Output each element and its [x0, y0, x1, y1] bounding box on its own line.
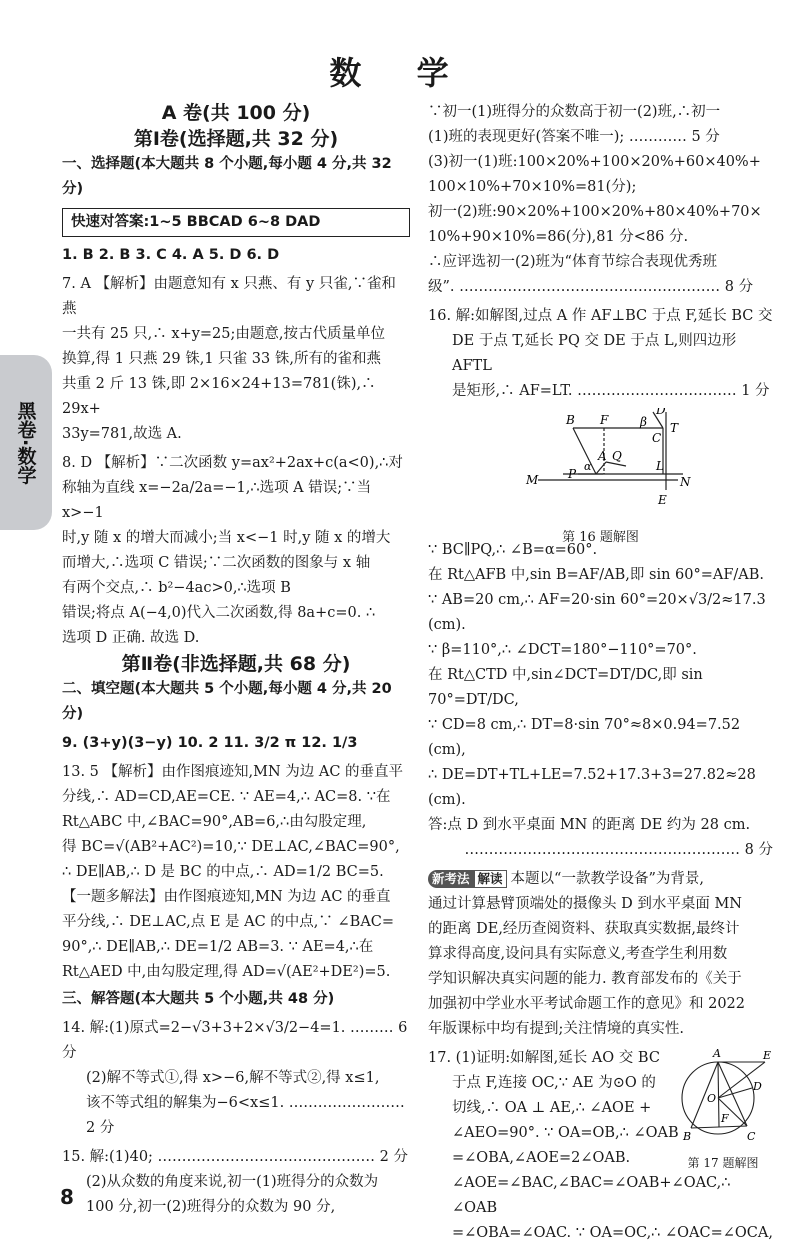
figure-16-diagram [428, 408, 773, 516]
q15-line: 初一(2)班:90×20%+100×20%+80×40%+70× [428, 204, 762, 220]
fig17-label-E: E [763, 1049, 772, 1062]
q8-line: 错误;将点 A(−4,0)代入二次函数,得 8a+c=0. ∴ [62, 605, 376, 621]
page-title: 数 学 [329, 54, 471, 92]
q15-line: 100×10%+70×10%=81(分); [428, 179, 637, 195]
answers-9-12: 9. (3+y)(3−y) 10. 2 11. 3/2 π 12. 1/3 [62, 735, 358, 751]
q13-line: 13. 5 【解析】由作图痕迹知,MN 为边 AC 的垂直平 [62, 764, 404, 780]
figure-17-diagram [673, 1046, 773, 1146]
analysis-line: 本题以“一款教学设备”为背景, [510, 871, 704, 887]
q8-line: 8. D 【解析】∵二次函数 y=ax²+2ax+c(a<0),∴对 [62, 455, 403, 471]
q15-line: 级”. ……………………………………………… 8 分 [428, 279, 754, 295]
analysis-line: 年版课标中均有提到;关注情境的真实性. [428, 1021, 684, 1037]
fig17-label-C: C [747, 1130, 756, 1143]
analysis-block [428, 867, 773, 1042]
q15-continued [428, 100, 773, 300]
q17-line: ∠AEO=90°. ∵ OA=OB,∴ ∠OAB [452, 1125, 679, 1141]
side-tab [0, 355, 52, 530]
q13-line: ∴ DE∥AB,∴ D 是 BC 的中点,∴ AD=1/2 BC=5. [62, 864, 384, 880]
q16-line: ………………………………………………… 8 分 [464, 842, 773, 858]
analysis-line: 的距离 DE,经历查阅资料、获取真实数据,最终计 [428, 921, 740, 937]
q8-line: 而增大,∴选项 C 错误;∵二次函数的图象与 x 轴 [62, 555, 371, 571]
q15-line: 15. 解:(1)40; ……………………………………… 2 分 [62, 1149, 408, 1165]
q16-line: DE 于点 T,延长 PQ 交 DE 于点 L,则四边形 AFTL [452, 333, 737, 374]
fig17-label-A: A [713, 1047, 721, 1060]
part1-heading: 第Ⅰ卷(选择题,共 32 分) [133, 128, 339, 150]
side-tab-label: 黑卷·数学 [14, 400, 37, 485]
fig16-label-beta: β [640, 415, 647, 429]
q8-block [62, 451, 410, 651]
q16-line: 16. 解:如解图,过点 A 作 AF⊥BC 于点 F,延长 BC 交 [428, 308, 773, 324]
fig16-label-L: L [656, 459, 664, 473]
q8-line: 有两个交点,∴ b²−4ac>0,∴选项 B [62, 580, 291, 596]
q17-line: =∠OBA,∠AOE=2∠OAB. [452, 1150, 631, 1166]
figure-16-caption: 第 16 题解图 [562, 530, 639, 545]
q14-line: (2)解不等式①,得 x>−6,解不等式②,得 x≤1, [86, 1070, 380, 1086]
q15-line: (1)班的表现更好(答案不唯一); ………… 5 分 [428, 129, 720, 145]
q13-line: 90°,∴ DE∥AB,∴ DE=1/2 AB=3. ∵ AE=4,∴在 [62, 939, 374, 955]
q16-continued [428, 538, 773, 863]
q16-line: 在 Rt△CTD 中,sin∠DCT=DT/DC,即 sin 70°=DT/DC, [428, 667, 703, 708]
q7-line: 33y=781,故选 A. [62, 426, 182, 442]
page-number: 8 [60, 1185, 74, 1209]
q15-line: ∵初一(1)班得分的众数高于初一(2)班,∴初一 [428, 104, 721, 120]
q17-line: 17. (1)证明:如解图,延长 AO 交 BC [428, 1050, 660, 1066]
fig17-label-O: O [707, 1092, 717, 1105]
q15-line: ∴应评选初一(2)班为“体育节综合表现优秀班 [428, 254, 717, 270]
q16-line: ∴ DE=DT+TL+LE=7.52+17.3+3=27.82≈28 (cm). [428, 767, 756, 808]
q7-line: 换算,得 1 只燕 29 铢,1 只雀 33 铢,所有的雀和燕 [62, 351, 381, 367]
q16-line: 在 Rt△AFB 中,sin B=AF/AB,即 sin 60°=AF/AB. [428, 567, 765, 583]
q17-block [428, 1046, 773, 1246]
fig16-label-Q: Q [612, 449, 622, 463]
figure-16 [428, 408, 773, 545]
analysis-line: 通过计算悬臂顶端处的摄像头 D 到水平桌面 MN [428, 896, 742, 912]
q14-line: 14. 解:(1)原式=2−√3+3+2×√3/2−4=1. ……… 6 分 [62, 1020, 408, 1061]
q17-line: =∠OBA=∠OAC. ∵ OA=OC,∴ ∠OAC=∠OCA, [452, 1225, 773, 1241]
q7-line: 一共有 25 只,∴ x+y=25;由题意,按古代质量单位 [62, 326, 385, 342]
fig16-label-A: A [598, 449, 607, 463]
q16-line: ∵ β=110°,∴ ∠DCT=180°−110°=70°. [428, 642, 697, 658]
part2-heading: 第Ⅱ卷(非选择题,共 68 分) [121, 653, 351, 675]
new-method-badge: 新考法 [428, 870, 474, 888]
q7-line: 7. A 【解析】由题意知有 x 只燕、有 y 只雀,∵雀和燕 [62, 276, 396, 317]
q15-line: 10%+90×10%=86(分),81 分<86 分. [428, 229, 689, 245]
analysis-line: 算求得高度,设问具有实际意义,考查学生利用数 [428, 946, 728, 962]
q13-line: 【一题多解法】由作图痕迹知,MN 为边 AC 的垂直 [62, 889, 391, 905]
q13-line: 平分线,∴ DE⊥AC,点 E 是 AC 的中点,∵ ∠BAC= [62, 914, 395, 930]
figure-17-caption: 第 17 题解图 [687, 1156, 759, 1170]
section1-heading: 一、选择题(本大题共 8 个小题,每小题 4 分,共 32 分) [62, 156, 392, 197]
interpretation-badge: 解读 [474, 870, 507, 888]
paper-a-heading: A 卷(共 100 分) [161, 102, 311, 124]
q17-line: 于点 F,连接 OC,∵ AE 为⊙O 的 [452, 1075, 656, 1091]
q8-line: 选项 D 正确. 故选 D. [62, 630, 200, 646]
q16-block [428, 304, 773, 404]
fig17-label-F: F [721, 1112, 729, 1125]
fig16-label-B: B [566, 413, 575, 427]
q7-block [62, 272, 410, 447]
analysis-line: 加强初中学业水平考试命题工作的意见》和 2022 [428, 996, 746, 1012]
q15-line: (2)从众数的角度来说,初一(1)班得分的众数为 [86, 1174, 379, 1190]
section3-heading: 三、解答题(本大题共 5 个小题,共 48 分) [62, 991, 335, 1007]
q16-line: ∵ AB=20 cm,∴ AF=20·sin 60°=20×√3/2≈17.3 (cm). [428, 592, 766, 633]
fig16-label-F: F [600, 413, 609, 427]
section2-heading: 二、填空题(本大题共 5 个小题,每小题 4 分,共 20 分) [62, 681, 392, 722]
fig17-label-D: D [753, 1080, 762, 1093]
fig16-label-alpha: α [584, 460, 592, 473]
quick-answer-box: 快速对答案:1~5 BBCAD 6~8 DAD [62, 208, 410, 237]
q17-line: 切线,∴ OA ⊥ AE,∴ ∠AOE + [452, 1100, 652, 1116]
fig16-label-N: N [680, 475, 691, 489]
analysis-line: 学知识解决真实问题的能力. 教育部发布的《关于 [428, 971, 742, 987]
q13-line: Rt△AED 中,由勾股定理,得 AD=√(AE²+DE²)=5. [62, 964, 391, 980]
fig16-label-E: E [658, 493, 667, 507]
right-column [428, 100, 773, 1246]
left-column [62, 100, 410, 1220]
fig16-label-P: P [568, 467, 577, 481]
answers-1-6: 1. B 2. B 3. C 4. A 5. D 6. D [62, 247, 280, 263]
q13-line: Rt△ABC 中,∠BAC=90°,AB=6,∴由勾股定理, [62, 814, 367, 830]
q8-line: 称轴为直线 x=−2a/2a=−1,∴选项 A 错误;∵当 x>−1 [62, 480, 372, 521]
fig16-label-D: D [656, 408, 666, 417]
q14-line: 该不等式组的解集为−6<x≤1. …………………… 2 分 [86, 1095, 405, 1136]
q17-line: ∠AOE=∠BAC,∠BAC=∠OAB+∠OAC,∴ ∠OAB [452, 1175, 731, 1216]
fig16-label-M: M [526, 473, 539, 487]
q16-line: 答:点 D 到水平桌面 MN 的距离 DE 约为 28 cm. [428, 817, 751, 833]
q16-line: ∵ BC∥PQ,∴ ∠B=α=60°. [428, 542, 598, 558]
q16-line: ∵ CD=8 cm,∴ DT=8·sin 70°≈8×0.94=7.52 (cm), [428, 717, 741, 758]
q8-line: 时,y 随 x 的增大而减小;当 x<−1 时,y 随 x 的增大 [62, 530, 391, 546]
q15-line: (3)初一(1)班:100×20%+100×20%+60×40%+ [428, 154, 761, 170]
q13-line: 分线,∴ AD=CD,AE=CE. ∵ AE=4,∴ AC=8. ∵在 [62, 789, 391, 805]
q16-line: 是矩形,∴ AF=LT. …………………………… 1 分 [452, 383, 770, 399]
fig16-label-C: C [652, 431, 662, 445]
q13-line: 得 BC=√(AB²+AC²)=10,∵ DE⊥AC,∠BAC=90°, [62, 839, 400, 855]
q15-line: 100 分,初一(2)班得分的众数为 90 分, [86, 1199, 336, 1215]
fig16-label-T: T [670, 421, 679, 435]
fig17-label-B: B [683, 1130, 692, 1143]
q13-block [62, 760, 410, 985]
q7-line: 共重 2 斤 13 铢,即 2×16×24+13=781(铢),∴ 29x+ [62, 376, 376, 417]
q14-block [62, 1016, 410, 1141]
figure-17 [673, 1046, 773, 1170]
q15-block [62, 1145, 410, 1220]
